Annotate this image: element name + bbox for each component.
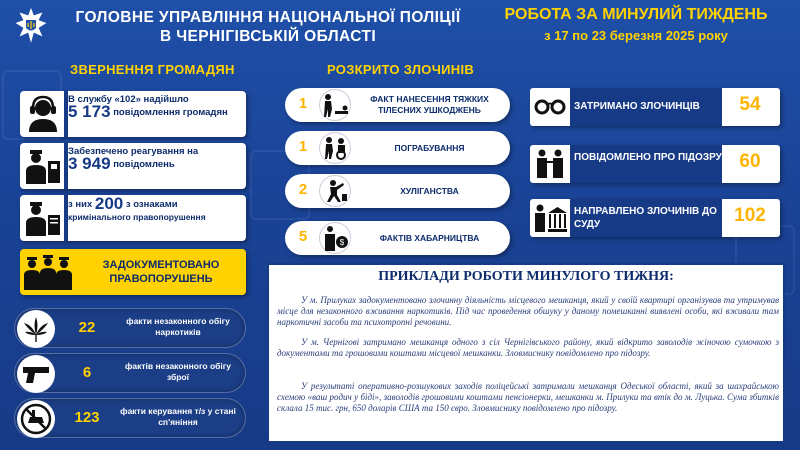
assault-icon [319,89,351,121]
crime-number: 5 [298,228,308,245]
crime-label: ПОГРАБУВАННЯ [394,143,465,153]
response-card [20,143,246,189]
calls-card [20,91,246,137]
crime-pill-robbery [285,131,510,165]
fact-number: 6 [82,364,92,381]
svg-text:$: $ [339,238,345,247]
court-icon [533,201,567,235]
police-officer-icon [22,145,64,187]
crime-label: ХУЛІГАНСТВА [400,186,459,196]
crime-label: ФАКТІВ ХАБАРНИЦТВА [379,233,480,243]
stat-number: 60 [739,151,761,172]
criminal-suffix: з ознаками [125,199,178,210]
header [0,0,800,52]
criminal-line2: кримінального правопорушення [68,212,206,222]
fact-label: факти незаконного обігу наркотиків [126,316,230,337]
criminal-number: 200 [94,194,124,213]
cannabis-leaf-icon [17,310,55,348]
operator-icon [22,93,64,135]
robbery-icon [319,132,351,164]
stat-card-suspicion [530,145,780,183]
solved-crimes-heading: РОЗКРИТО ЗЛОЧИНІВ [327,62,475,77]
response-prefix: Забезпечено реагування на [68,146,199,157]
agency-title [58,8,478,46]
stat-card-detained [530,88,780,126]
stat-number: 102 [734,205,766,226]
week-title: РОБОТА ЗА МИНУЛИЙ ТИЖДЕНЬ [504,6,768,23]
crime-number: 1 [298,138,308,155]
response-suffix: повідомлень [113,159,175,170]
stat-card-court [530,199,780,237]
crime-pill-assault [285,88,510,122]
response-number: 3 949 [68,154,111,173]
crime-label: ФАКТ НАНЕСЕННЯ ТЯЖКИХ ТІЛЕСНИХ УШКОДЖЕНЬ [370,94,489,115]
calls-text [68,94,242,119]
fact-label: фактів незаконного обігу зброї [124,361,232,382]
agency-title-line1: ГОЛОВНЕ УПРАВЛІННЯ НАЦІОНАЛЬНОЇ ПОЛІЦІЇ [75,9,461,26]
stat-number: 54 [739,94,761,115]
documented-label: ЗАДОКУМЕНТОВАНО ПРАВОПОРУШЕНЬ [102,259,220,285]
stat-label: ПОВІДОМЛЕНО ПРО ПІДОЗРУ [574,152,722,163]
response-text [68,146,242,171]
week-dates: з 17 по 23 березня 2025 року [544,28,728,43]
suspect-icon [533,147,567,181]
pistol-icon [17,355,55,393]
examples-title: ПРИКЛАДИ РОБОТИ МИНУЛОГО ТИЖНЯ: [378,269,674,284]
example-paragraph: У результаті оперативно-розшукових заходів поліцейські затримали мешканця Одеської області, який за шахрайською схемою «ваш родич у біді», заволодів грошовими коштами пенсіонерки, мешканки м. Прилуки та втік до м. Луцька. Сума збитків склала 15 тис. грн, 650 доларів США та 150 євро. Зловмиснику повідомлено про підозру. [277,381,779,413]
crime-number: 2 [298,181,308,198]
fact-number: 123 [74,409,100,426]
police-officer-icon [22,197,64,239]
criminal-prefix: з них [68,199,93,210]
no-drunk-driving-icon [17,400,55,438]
criminal-card [20,195,246,241]
fact-pill-weapons [14,353,246,393]
police-logo [14,6,48,46]
stat-label: ЗАТРИМАНО ЗЛОЧИНЦІВ [574,101,700,112]
fact-label: факти керування т/з у стані сп'яніння [120,406,236,427]
fact-pill-drunk-driving [14,398,246,438]
calls-suffix: повідомлення громадян [113,107,228,118]
police-group-icon [22,251,74,293]
appeals-heading: ЗВЕРНЕННЯ ГРОМАДЯН [70,62,235,77]
fact-number: 22 [78,319,96,336]
crime-number: 1 [298,95,308,112]
example-paragraph: У м. Чернігові затримано мешканця одного з сіл Чернігівського району, який відкрито заволодів жіночою сумочкою з документами та грошовими коштами місцевої мешканки. Зловмиснику повідомлено про підозру. [277,337,779,358]
bribery-icon [319,222,351,254]
handcuffs-icon [533,90,567,124]
stat-label: НАПРАВЛЕНО ЗЛОЧИНІВ ДО СУДУ [574,206,717,230]
agency-title-line2: В ЧЕРНІГІВСЬКІЙ ОБЛАСТІ [159,28,377,45]
fact-pill-drugs [14,308,246,348]
calls-prefix: В службу «102» надійшло [68,94,189,105]
crime-pill-hooliganism [285,174,510,208]
documented-card [20,249,246,295]
criminal-text [68,194,242,223]
calls-number: 5 173 [68,102,111,121]
hooligan-icon [319,175,351,207]
crime-pill-bribery [285,221,510,255]
examples-panel [267,263,785,443]
example-paragraph: У м. Прилуках задокументовано злочинну діяльність місцевого мешканця, який у своїй квартирі організував та утримував місце для незаконного вживання наркотиків. Під час проведення обшуку у даному помешканні виявлені особи, які вживали там наркотичні засоби та психотропні речовини. [277,295,779,327]
